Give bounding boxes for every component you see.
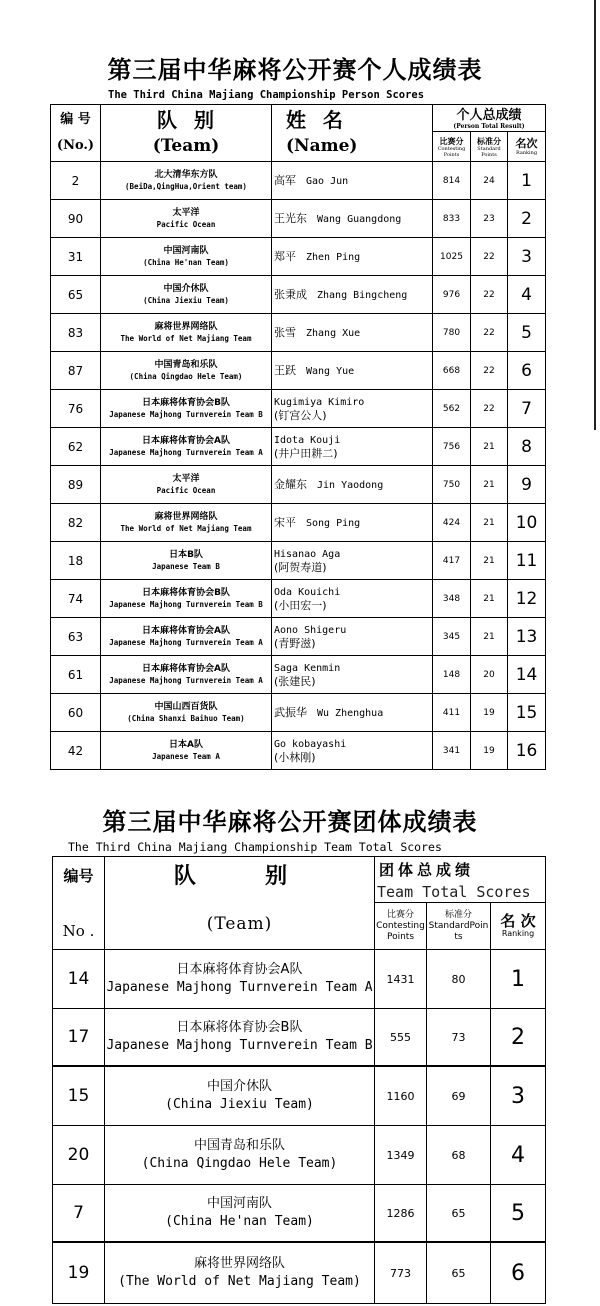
cell-standard-points: 21 (471, 542, 508, 580)
cell-rank: 3 (491, 1066, 546, 1126)
team-name-cn: 中国介休队 (206, 1079, 272, 1094)
cell-number: 89 (51, 466, 101, 504)
cell-standard-points: 21 (471, 618, 508, 656)
team-name-en: Japanese Majhong Turnverein Team A (109, 447, 263, 457)
header-total: 个人总成绩 (Person Total Result) (433, 105, 546, 132)
cell-team (101, 200, 272, 238)
team-name-en: Japanese Majhong Turnverein Team B (109, 409, 263, 419)
cell-team (101, 694, 272, 732)
team-name-en: (China Shanxi Baihuo Team) (127, 713, 245, 723)
team-title: 第三届中华麻将公开赛团体成绩表 (102, 807, 478, 836)
player-name-en: Saga Kenmin (274, 662, 341, 674)
cell-number: 19 (53, 1242, 105, 1304)
cell-rank: 6 (491, 1242, 546, 1304)
player-name-en: Wang Guangdong (317, 213, 402, 225)
table-row (51, 276, 546, 314)
personal-subtitle: The Third China Majiang Championship Person Scores (108, 89, 425, 101)
cell-rank: 1 (508, 162, 546, 200)
cell-name (272, 542, 433, 580)
team-name-cn: 日本麻将体育协会B队 (142, 587, 230, 598)
cell-contesting-points: 756 (433, 428, 471, 466)
cell-team (105, 950, 375, 1009)
table-row (53, 1185, 546, 1243)
player-name-en: Zhang Xue (306, 327, 361, 339)
cell-contesting-points: 417 (433, 542, 471, 580)
table-row (51, 200, 546, 238)
cell-number: 87 (51, 352, 101, 390)
player-name-line (274, 478, 432, 492)
player-name-en: Wu Zhenghua (317, 707, 384, 719)
player-name-line (274, 326, 432, 340)
cell-number: 63 (51, 618, 101, 656)
player-name-en: Oda Kouichi (274, 586, 341, 598)
player-name-en: Idota Kouji (274, 434, 341, 446)
cell-rank: 6 (508, 352, 546, 390)
cell-rank: 12 (508, 580, 546, 618)
team-name-en: (BeiDa,QingHua,Orient team) (125, 181, 247, 191)
cell-standard-points: 22 (471, 276, 508, 314)
cell-team (101, 314, 272, 352)
cell-team (101, 656, 272, 694)
cell-standard-points: 80 (427, 950, 491, 1009)
player-name-cn: 张秉成 (274, 287, 307, 301)
table-row (53, 1066, 546, 1126)
team-header-total-en: Team Total Scores (375, 882, 546, 903)
team-name-cn: 中国河南队 (163, 245, 209, 256)
cell-standard-points: 21 (471, 504, 508, 542)
player-name-cn: (青野滋) (274, 636, 316, 650)
cell-team (101, 466, 272, 504)
cell-contesting-points: 668 (433, 352, 471, 390)
cell-team (101, 276, 272, 314)
header-rank: 名次 Ranking (508, 132, 546, 162)
cell-contesting-points: 976 (433, 276, 471, 314)
cell-standard-points: 21 (471, 428, 508, 466)
cell-rank: 15 (508, 694, 546, 732)
cell-name (272, 238, 433, 276)
personal-header-row (51, 105, 546, 132)
cell-standard-points: 22 (471, 238, 508, 276)
cell-standard-points: 21 (471, 466, 508, 504)
team-name-cn: 中国河南队 (206, 1196, 272, 1211)
table-row (51, 618, 546, 656)
team-name-cn: 中国介休队 (163, 283, 209, 294)
cell-team (101, 238, 272, 276)
cell-contesting-points: 348 (433, 580, 471, 618)
player-name-line (274, 364, 432, 378)
team-header-number: 编号 No . (53, 857, 105, 950)
team-scores-table (52, 856, 546, 1304)
team-name-en: (China Qingdao Hele Team) (141, 1156, 338, 1171)
team-name-en: Japanese Team B (152, 561, 220, 571)
team-name-cn: 日本麻将体育协会A队 (142, 663, 230, 674)
cell-standard-points: 69 (427, 1066, 491, 1126)
table-row (53, 1126, 546, 1185)
cell-rank: 7 (508, 390, 546, 428)
team-name-cn: 麻将世界网络队 (193, 1256, 285, 1271)
player-name-line (274, 288, 432, 302)
player-name-en: Zhen Ping (306, 251, 361, 263)
cell-rank: 5 (491, 1185, 546, 1243)
team-name-en: (China Jiexiu Team) (165, 1097, 314, 1112)
team-name-en: Japanese Majhong Turnverein Team A (109, 637, 263, 647)
cell-contesting-points: 1349 (375, 1126, 427, 1185)
cell-contesting-points: 411 (433, 694, 471, 732)
cell-number: 60 (51, 694, 101, 732)
cell-contesting-points: 1160 (375, 1066, 427, 1126)
cell-rank: 14 (508, 656, 546, 694)
table-row (51, 504, 546, 542)
player-name-cn: 金耀东 (274, 477, 307, 491)
cell-contesting-points: 814 (433, 162, 471, 200)
table-row (51, 732, 546, 770)
team-name-cn: 日本麻将体育协会A队 (142, 435, 230, 446)
player-name-line (274, 212, 432, 226)
cell-team (105, 1126, 375, 1185)
cell-rank: 4 (491, 1126, 546, 1185)
player-name-en: Hisanao Aga (274, 548, 341, 560)
cell-standard-points: 24 (471, 162, 508, 200)
player-name-en: Wang Yue (306, 365, 355, 377)
team-name-cn: 太平洋 (172, 207, 200, 218)
cell-standard-points: 22 (471, 314, 508, 352)
cell-contesting-points: 833 (433, 200, 471, 238)
team-name-en: The World of Net Majiang Team (120, 523, 252, 533)
cell-number: 7 (53, 1185, 105, 1243)
team-name-en: The World of Net Majiang Team (120, 333, 252, 343)
team-name-en: (China Qingdao Hele Team) (129, 371, 243, 381)
team-name-cn: 麻将世界网络队 (154, 321, 218, 332)
player-name-line (274, 516, 432, 530)
team-header-row (53, 857, 546, 882)
player-name-en: Go kobayashi (274, 738, 347, 750)
player-name-cn: (小林刚) (274, 750, 316, 764)
team-name-en: (China He'nan Team) (143, 257, 229, 267)
cell-team (101, 390, 272, 428)
personal-scores-table (50, 104, 546, 770)
cell-name (272, 200, 433, 238)
table-row (53, 950, 546, 1009)
cell-number: 14 (53, 950, 105, 1009)
cell-name (272, 618, 433, 656)
team-name-en: Japanese Majhong Turnverein Team B (109, 599, 263, 609)
team-name-cn: 麻将世界网络队 (154, 511, 218, 522)
table-row (53, 1009, 546, 1067)
cell-contesting-points: 555 (375, 1009, 427, 1067)
cell-number: 61 (51, 656, 101, 694)
player-name-cn: 宋平 (274, 515, 296, 529)
team-subtitle: The Third China Majiang Championship Team Total Scores (68, 840, 442, 854)
table-row (51, 352, 546, 390)
team-name-en: Japanese Majhong Turnverein Team B (106, 1038, 373, 1053)
cell-rank: 3 (508, 238, 546, 276)
cell-name (272, 656, 433, 694)
cell-number: 90 (51, 200, 101, 238)
player-name-en: Song Ping (306, 517, 361, 529)
cell-number: 82 (51, 504, 101, 542)
header-standard: 标准分 Standard Points (471, 132, 508, 162)
team-name-en: Pacific Ocean (156, 219, 216, 229)
cell-contesting-points: 148 (433, 656, 471, 694)
team-header-total: 团体总成绩 (375, 857, 546, 882)
player-name-cn: 张雪 (274, 325, 296, 339)
team-name-cn: 太平洋 (172, 473, 200, 484)
cell-number: 83 (51, 314, 101, 352)
cell-name (272, 428, 433, 466)
team-name-en: (China Jiexiu Team) (143, 295, 229, 305)
cell-standard-points: 22 (471, 352, 508, 390)
cell-number: 2 (51, 162, 101, 200)
table-row (51, 542, 546, 580)
player-name-cn: (小田宏一) (274, 598, 327, 612)
cell-standard-points: 65 (427, 1185, 491, 1243)
player-name-en: Aono Shigeru (274, 624, 347, 636)
cell-team (105, 1185, 375, 1243)
cell-contesting-points: 750 (433, 466, 471, 504)
cell-number: 31 (51, 238, 101, 276)
cell-standard-points: 19 (471, 732, 508, 770)
cell-standard-points: 73 (427, 1009, 491, 1067)
table-row (51, 390, 546, 428)
player-name-cn: (张建民) (274, 674, 316, 688)
header-contesting: 比赛分 Contesting Points (433, 132, 471, 162)
cell-contesting-points: 1431 (375, 950, 427, 1009)
table-row (51, 314, 546, 352)
cell-name (272, 352, 433, 390)
cell-contesting-points: 562 (433, 390, 471, 428)
header-name: 姓 名 (Name) (272, 105, 433, 162)
table-row (51, 580, 546, 618)
player-name-en: Zhang Bingcheng (317, 289, 408, 301)
cell-standard-points: 20 (471, 656, 508, 694)
player-name-cn: 王跃 (274, 363, 296, 377)
player-name-line (274, 174, 432, 188)
cell-team (105, 1009, 375, 1067)
cell-number: 18 (51, 542, 101, 580)
cell-rank: 13 (508, 618, 546, 656)
team-name-cn: 中国青岛和乐队 (193, 1138, 285, 1153)
table-row (51, 466, 546, 504)
cell-contesting-points: 780 (433, 314, 471, 352)
cell-team (101, 732, 272, 770)
header-number: 编 号 (No.) (51, 105, 101, 162)
cell-contesting-points: 773 (375, 1242, 427, 1304)
cell-number: 65 (51, 276, 101, 314)
cell-standard-points: 19 (471, 694, 508, 732)
team-name-en: Japanese Team A (152, 751, 220, 761)
personal-title: 第三届中华麻将公开赛个人成绩表 (107, 55, 483, 84)
table-row (51, 656, 546, 694)
cell-team (101, 162, 272, 200)
cell-number: 42 (51, 732, 101, 770)
player-name-en: Gao Jun (306, 175, 349, 187)
cell-rank: 8 (508, 428, 546, 466)
cell-name (272, 466, 433, 504)
team-name-cn: 北大清华东方队 (154, 169, 218, 180)
team-name-en: (China He'nan Team) (165, 1214, 314, 1229)
team-name-cn: 日本麻将体育协会B队 (142, 397, 230, 408)
cell-number: 20 (53, 1126, 105, 1185)
table-row (51, 238, 546, 276)
cell-team (101, 352, 272, 390)
cell-name (272, 314, 433, 352)
cell-team (101, 428, 272, 466)
cell-contesting-points: 424 (433, 504, 471, 542)
player-name-cn: 武振华 (274, 705, 307, 719)
cell-number: 76 (51, 390, 101, 428)
player-name-line (274, 250, 432, 264)
cell-name (272, 390, 433, 428)
player-name-cn: 郑平 (274, 249, 296, 263)
player-name-cn: 王光东 (274, 211, 307, 225)
cell-team (105, 1066, 375, 1126)
cell-name (272, 732, 433, 770)
cell-contesting-points: 1025 (433, 238, 471, 276)
cell-standard-points: 65 (427, 1242, 491, 1304)
cell-standard-points: 23 (471, 200, 508, 238)
cell-number: 74 (51, 580, 101, 618)
cell-team (101, 618, 272, 656)
cell-rank: 5 (508, 314, 546, 352)
cell-standard-points: 21 (471, 580, 508, 618)
cell-standard-points: 22 (471, 390, 508, 428)
player-name-cn: (井户田耕二) (274, 446, 338, 460)
cell-number: 15 (53, 1066, 105, 1126)
team-header-rank: 名 次 Ranking (491, 903, 546, 950)
cell-number: 62 (51, 428, 101, 466)
cell-name (272, 694, 433, 732)
player-name-en: Jin Yaodong (317, 479, 384, 491)
table-row (51, 162, 546, 200)
player-name-cn: 高军 (274, 173, 296, 187)
team-name-cn: 日本麻将体育协会B队 (176, 1020, 303, 1035)
team-name-cn: 中国山西百货队 (154, 701, 218, 712)
cell-rank: 2 (508, 200, 546, 238)
cell-contesting-points: 1286 (375, 1185, 427, 1243)
cell-team (101, 542, 272, 580)
cell-team (101, 580, 272, 618)
player-name-cn: (阿贺寿道) (274, 560, 327, 574)
team-header-contesting: 比赛分 Contesting Points (375, 903, 427, 950)
header-team: 队 别 (Team) (101, 105, 272, 162)
table-row (51, 694, 546, 732)
team-header-team: 队 别 (Team) (105, 857, 375, 950)
team-name-cn: 中国青岛和乐队 (154, 359, 218, 370)
team-name-en: (The World of Net Majiang Team) (118, 1274, 361, 1289)
player-name-en: Kugimiya Kimiro (274, 396, 365, 408)
cell-contesting-points: 341 (433, 732, 471, 770)
table-row (53, 1242, 546, 1304)
cell-rank: 16 (508, 732, 546, 770)
team-name-en: Japanese Majhong Turnverein Team A (106, 980, 373, 995)
player-name-line (274, 706, 432, 720)
team-name-cn: 日本麻将体育协会A队 (142, 625, 230, 636)
cell-rank: 2 (491, 1009, 546, 1067)
cell-rank: 11 (508, 542, 546, 580)
player-name-cn: (钉宫公人) (274, 408, 327, 422)
team-name-cn: 日本A队 (169, 739, 203, 750)
cell-name (272, 504, 433, 542)
cell-contesting-points: 345 (433, 618, 471, 656)
team-name-en: Pacific Ocean (156, 485, 216, 495)
cell-rank: 1 (491, 950, 546, 1009)
cell-number: 17 (53, 1009, 105, 1067)
cell-rank: 9 (508, 466, 546, 504)
cell-team (105, 1242, 375, 1304)
cell-name (272, 162, 433, 200)
table-row (51, 428, 546, 466)
cell-rank: 4 (508, 276, 546, 314)
team-name-en: Japanese Majhong Turnverein Team A (109, 675, 263, 685)
team-header-standard: 标准分 StandardPoints (427, 903, 491, 950)
team-name-cn: 日本B队 (169, 549, 203, 560)
cell-standard-points: 68 (427, 1126, 491, 1185)
page-edge-line (594, 0, 596, 430)
cell-rank: 10 (508, 504, 546, 542)
cell-name (272, 580, 433, 618)
cell-team (101, 504, 272, 542)
team-name-cn: 日本麻将体育协会A队 (176, 962, 303, 977)
cell-name (272, 276, 433, 314)
